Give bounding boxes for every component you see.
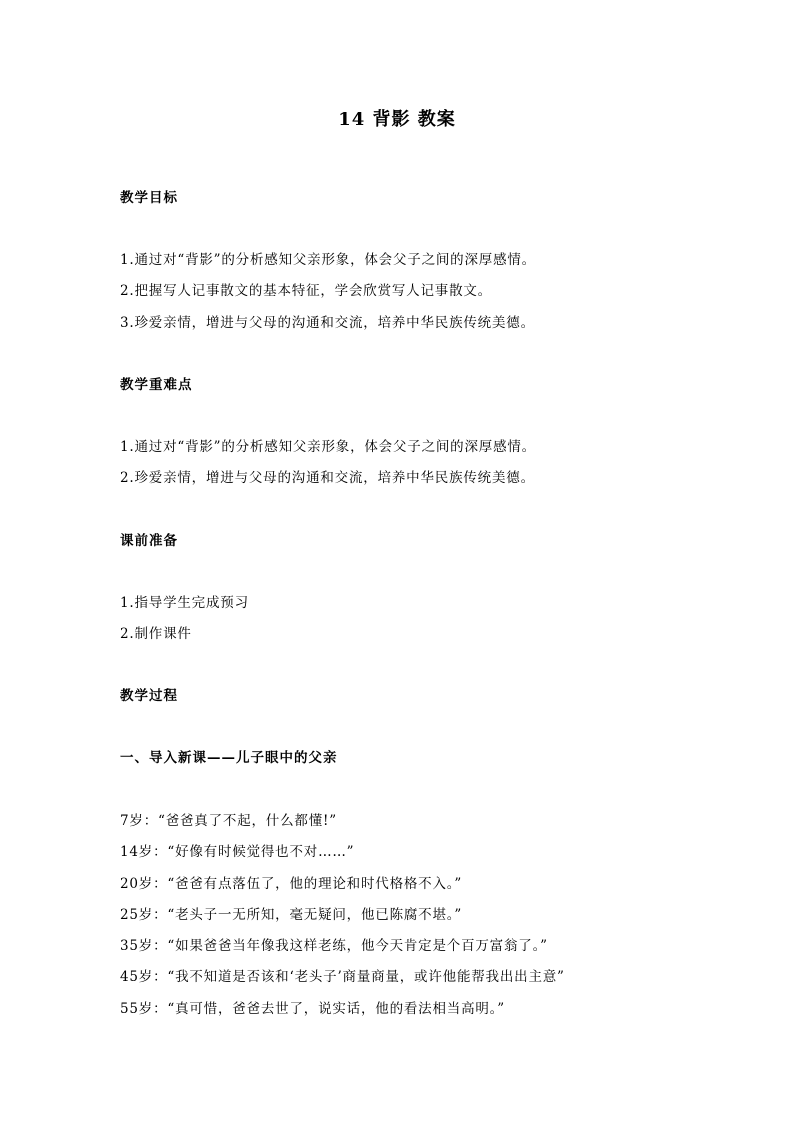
section-heading-preparation: 课前准备 (120, 533, 178, 549)
section-heading-key-points: 教学重难点 (120, 377, 193, 393)
intro-quote-age-20: 20岁：“爸爸有点落伍了，他的理论和时代格格不入。” (120, 876, 463, 892)
intro-quote-age-35: 35岁：“如果爸爸当年像我这样老练，他今天肯定是个百万富翁了。” (120, 938, 548, 954)
intro-quote-age-7: 7岁：“爸爸真了不起，什么都懂!” (120, 813, 337, 829)
intro-quote-age-55: 55岁：“真可惜，爸爸去世了，说实话，他的看法相当高明。” (120, 1001, 505, 1017)
intro-quote-age-14: 14岁：“好像有时候觉得也不对……” (120, 844, 355, 860)
preparation-item-1: 1.指导学生完成预习 (120, 595, 249, 611)
section-heading-intro: 一、导入新课——儿子眼中的父亲 (120, 750, 338, 766)
section-heading-objectives: 教学目标 (120, 190, 178, 206)
objective-item-2: 2.把握写人记事散文的基本特征，学会欣赏写人记事散文。 (120, 283, 492, 299)
intro-quote-age-45: 45岁：“我不知道是否该和‘老头子’商量商量，或许他能帮我出出主意” (120, 969, 565, 985)
key-point-item-2: 2.珍爱亲情，增进与父母的沟通和交流，培养中华民族传统美德。 (120, 470, 535, 486)
preparation-item-2: 2.制作课件 (120, 626, 192, 642)
objective-item-3: 3.珍爱亲情，增进与父母的沟通和交流，培养中华民族传统美德。 (120, 315, 535, 331)
key-point-item-1: 1.通过对“背影”的分析感知父亲形象，体会父子之间的深厚感情。 (120, 439, 536, 455)
document-title: 14 背影 教案 (338, 109, 456, 130)
section-heading-process: 教学过程 (120, 688, 178, 704)
intro-quote-age-25: 25岁：“老头子一无所知，毫无疑问，他已陈腐不堪。” (120, 907, 463, 923)
objective-item-1: 1.通过对“背影”的分析感知父亲形象，体会父子之间的深厚感情。 (120, 252, 536, 268)
